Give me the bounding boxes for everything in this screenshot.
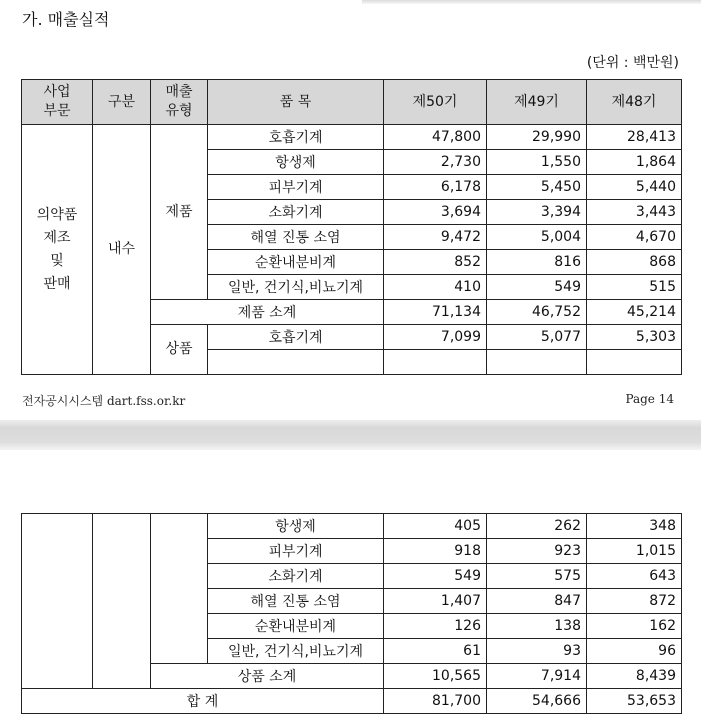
- total-row: [22, 689, 682, 714]
- value-col1: 405: [384, 514, 487, 539]
- value-col1: 549: [384, 564, 487, 589]
- header-item: 품 목: [208, 80, 384, 125]
- item-name: 순환내분비계: [208, 614, 384, 639]
- item-name: 피부기계: [208, 539, 384, 564]
- item-name: 일반, 건기식,비뇨기계: [208, 639, 384, 664]
- value-col2: 54,666: [487, 689, 587, 714]
- item-name: 항생제: [208, 150, 384, 175]
- page-shadow: [362, 0, 701, 4]
- value-col2: 549: [487, 275, 587, 300]
- item-name: 소화기계: [208, 564, 384, 589]
- value-col2: 29,990: [487, 125, 587, 150]
- type-goods-cell: 상품: [151, 325, 208, 375]
- header-sales-type: 매출 유형: [151, 80, 208, 125]
- value-col1: 852: [384, 250, 487, 275]
- value-col1: 6,178: [384, 175, 487, 200]
- item-name: 호흡기계: [208, 125, 384, 150]
- item-name: 피부기계: [208, 175, 384, 200]
- value-col2: 923: [487, 539, 587, 564]
- empty-cell: [208, 350, 384, 375]
- value-col3: 3,443: [587, 200, 682, 225]
- unit-label: (단위 : 백만원): [586, 55, 679, 71]
- value-col2: 1,550: [487, 150, 587, 175]
- item-name: 호흡기계: [208, 325, 384, 350]
- value-col2: 5,077: [487, 325, 587, 350]
- value-col2: 816: [487, 250, 587, 275]
- division-cell-continued: [93, 514, 151, 689]
- item-name: 순환내분비계: [208, 250, 384, 275]
- value-col2: 3,394: [487, 200, 587, 225]
- value-col3: 1,864: [587, 150, 682, 175]
- value-col1: 126: [384, 614, 487, 639]
- value-col3: 5,440: [587, 175, 682, 200]
- value-col2: 575: [487, 564, 587, 589]
- total-label: 합 계: [22, 689, 384, 714]
- value-col2: 7,914: [487, 664, 587, 689]
- table-row: [22, 125, 682, 150]
- value-col1: 81,700: [384, 689, 487, 714]
- value-col1: 410: [384, 275, 487, 300]
- value-col3: 45,214: [587, 300, 682, 325]
- value-col1: 2,730: [384, 150, 487, 175]
- value-col1: 47,800: [384, 125, 487, 150]
- business-cell: 의약품 제조 및 판매: [22, 125, 93, 375]
- empty-cell: [384, 350, 487, 375]
- item-name: 항생제: [208, 514, 384, 539]
- value-col2: 262: [487, 514, 587, 539]
- division-cell: 내수: [93, 125, 151, 375]
- value-col3: 53,653: [587, 689, 682, 714]
- value-col1: 7,099: [384, 325, 487, 350]
- item-name: 해열 진통 소염: [208, 589, 384, 614]
- value-col1: 1,407: [384, 589, 487, 614]
- header-col2: 제49기: [487, 80, 587, 125]
- value-col1: 9,472: [384, 225, 487, 250]
- value-col3: 96: [587, 639, 682, 664]
- value-col2: 46,752: [487, 300, 587, 325]
- footer-source: 전자공시시스템 dart.fss.or.kr: [22, 394, 186, 408]
- type-product-cell: 제품: [151, 125, 208, 300]
- value-col1: 10,565: [384, 664, 487, 689]
- value-col3: 162: [587, 614, 682, 639]
- sales-table-part1: [21, 79, 682, 375]
- value-col2: 847: [487, 589, 587, 614]
- value-col3: 5,303: [587, 325, 682, 350]
- value-col3: 348: [587, 514, 682, 539]
- value-col1: 61: [384, 639, 487, 664]
- table-row: [22, 514, 682, 539]
- header-division: 구분: [93, 80, 151, 125]
- value-col3: 872: [587, 589, 682, 614]
- item-name: 해열 진통 소염: [208, 225, 384, 250]
- value-col3: 643: [587, 564, 682, 589]
- empty-cell: [587, 350, 682, 375]
- value-col3: 8,439: [587, 664, 682, 689]
- item-name: 소화기계: [208, 200, 384, 225]
- value-col2: 5,004: [487, 225, 587, 250]
- section-heading: 가. 매출실적: [22, 10, 110, 29]
- value-col1: 71,134: [384, 300, 487, 325]
- subtotal-label: 상품 소계: [151, 664, 384, 689]
- value-col2: 93: [487, 639, 587, 664]
- table-header-row: [22, 80, 682, 125]
- item-name: 일반, 건기식,비뇨기계: [208, 275, 384, 300]
- page-break: [0, 420, 701, 450]
- value-col3: 515: [587, 275, 682, 300]
- value-col1: 3,694: [384, 200, 487, 225]
- business-cell-continued: [22, 514, 93, 689]
- footer-page-number: Page 14: [625, 392, 674, 406]
- document-page-2: [0, 450, 701, 724]
- type-goods-cell-continued: [151, 514, 208, 664]
- sales-table-part2: [21, 513, 682, 714]
- header-col3: 제48기: [587, 80, 682, 125]
- value-col3: 4,670: [587, 225, 682, 250]
- header-col1: 제50기: [384, 80, 487, 125]
- header-business: 사업 부문: [22, 80, 93, 125]
- value-col3: 868: [587, 250, 682, 275]
- empty-cell: [487, 350, 587, 375]
- subtotal-label: 제품 소계: [151, 300, 384, 325]
- value-col2: 138: [487, 614, 587, 639]
- value-col3: 1,015: [587, 539, 682, 564]
- value-col1: 918: [384, 539, 487, 564]
- value-col3: 28,413: [587, 125, 682, 150]
- value-col2: 5,450: [487, 175, 587, 200]
